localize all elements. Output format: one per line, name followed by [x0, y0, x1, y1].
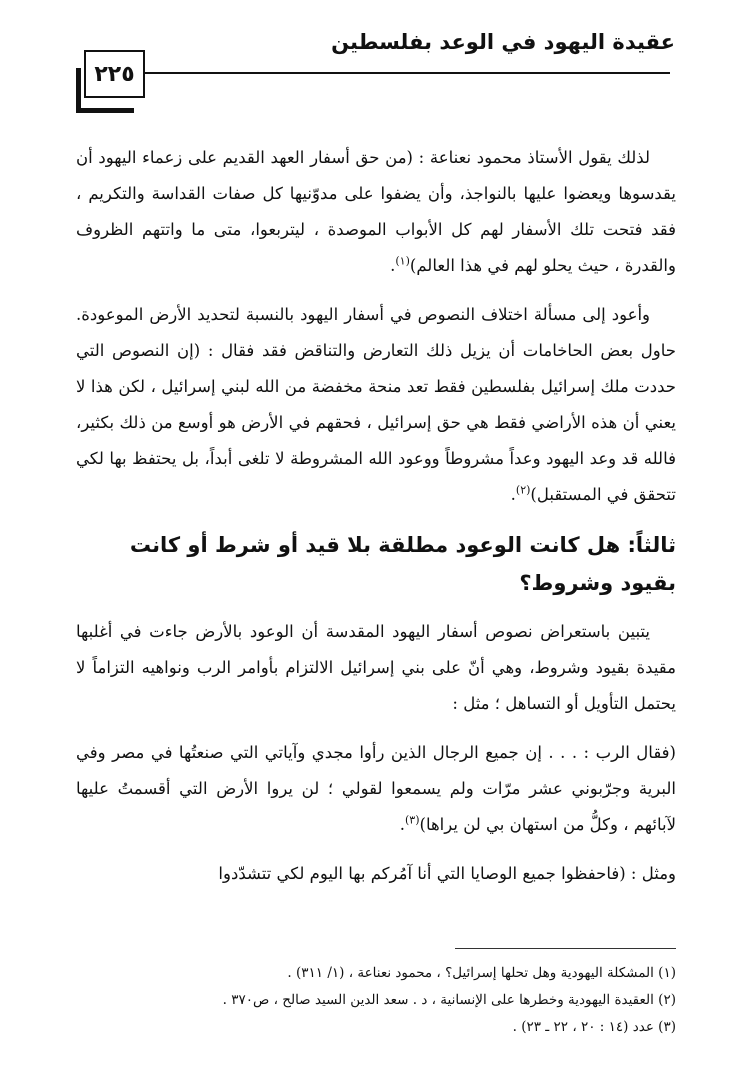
paragraph	[76, 856, 676, 892]
header-rule	[145, 72, 670, 74]
running-header-title: عقيدة اليهود في الوعد بفلسطين	[331, 30, 675, 54]
paragraph-text: وأعود إلى مسألة اختلاف النصوص في أسفار اليهود بالنسبة لتحديد الأرض الموعودة. حاول بعض الحاخامات أن يزيل ذلك التعارض والتناقض فقد فقال : (إن النصوص التي حددت ملك إسرائيل بفلسطين فقط تعد منحة مخفضة من الله لبني إسرائيل ، لكن هذا لا يعني أن هذه الأراضي فقط هي حق إسرائيل ، فحقهم في الأرض هو أوسع من ذلك بكثير، فالله قد وعد اليهود وعداً مشروطاً ووعود الله المشروطة لا تلغى أبداً، بل يحتفظ بها لكي تتحقق في المستقبل)	[76, 305, 676, 504]
paragraph	[76, 140, 676, 284]
footnote: (٣) عدد (١٤ : ٢٠ ، ٢٢ ـ ٢٣) .	[512, 1019, 676, 1035]
main-text	[76, 140, 676, 905]
paragraph-text: لذلك يقول الأستاذ محمود نعناعة : (من حق أسفار العهد القديم على زعماء اليهود أن يقدسوها ويعضوا عليها بالنواجذ، وأن يضفوا على مدوّنيها كل صفات القداسة والتكريم ، فقد فتحت تلك الأسفار لهم كل الأبواب الموصدة ، ليتربعوا، متى ما واتتهم الظروف والقدرة ، حيث يحلو لهم في هذا العالم)	[76, 148, 676, 275]
paragraph	[76, 614, 676, 722]
section-heading: ثالثاً: هل كانت الوعود مطلقة بلا قيد أو شرط أو كانت بقيود وشروط؟	[129, 533, 676, 595]
page-number-box	[84, 50, 145, 98]
footnote-ref: (١)	[395, 254, 410, 268]
footnote: (٢) العقيدة اليهودية وخطرها على الإنسانية ، د . سعد الدين السيد صالح ، ص٣٧٠ .	[222, 992, 676, 1008]
footnote-rule	[455, 948, 676, 949]
paragraph	[76, 297, 676, 513]
footnote-ref: (٢)	[515, 483, 531, 497]
footnotes	[76, 960, 676, 1041]
footnote-ref: (٣)	[405, 813, 420, 827]
paragraph-end: .	[510, 485, 516, 504]
paragraph-text: (فقال الرب : . . . إن جميع الرجال الذين رأوا مجدي وآياتي التي صنعتُها في مصر وفي البرية وجرّبوني عشر مرّات ولم يسمعوا لقولي ؛ لن يروا الأرض التي أقسمتُ عليها لآبائهم ، وكلُّ من استهان بي لن يراها)	[76, 743, 676, 834]
paragraph-text: ومثل : (فاحفظوا جميع الوصايا التي أنا آمُركم بها اليوم لكي تتشدّدوا	[218, 864, 676, 883]
page-number: ٢٢٥	[94, 61, 135, 87]
paragraph	[76, 735, 676, 843]
paragraph-end: .	[399, 815, 405, 834]
paragraph-end: .	[390, 256, 396, 275]
footnote: (١) المشكلة اليهودية وهل تحلها إسرائيل؟ ، محمود نعناعة ، (١/ ٣١١) .	[287, 965, 676, 981]
paragraph-text: يتبين باستعراض نصوص أسفار اليهود المقدسة أن الوعود بالأرض جاءت في أغلبها مقيدة بقيود وشروط، وهي أنّ على بني إسرائيل الالتزام بأوامر الرب ونواهيه التزاماً لا يحتمل التأويل أو التساهل ؛ مثل :	[76, 622, 676, 713]
